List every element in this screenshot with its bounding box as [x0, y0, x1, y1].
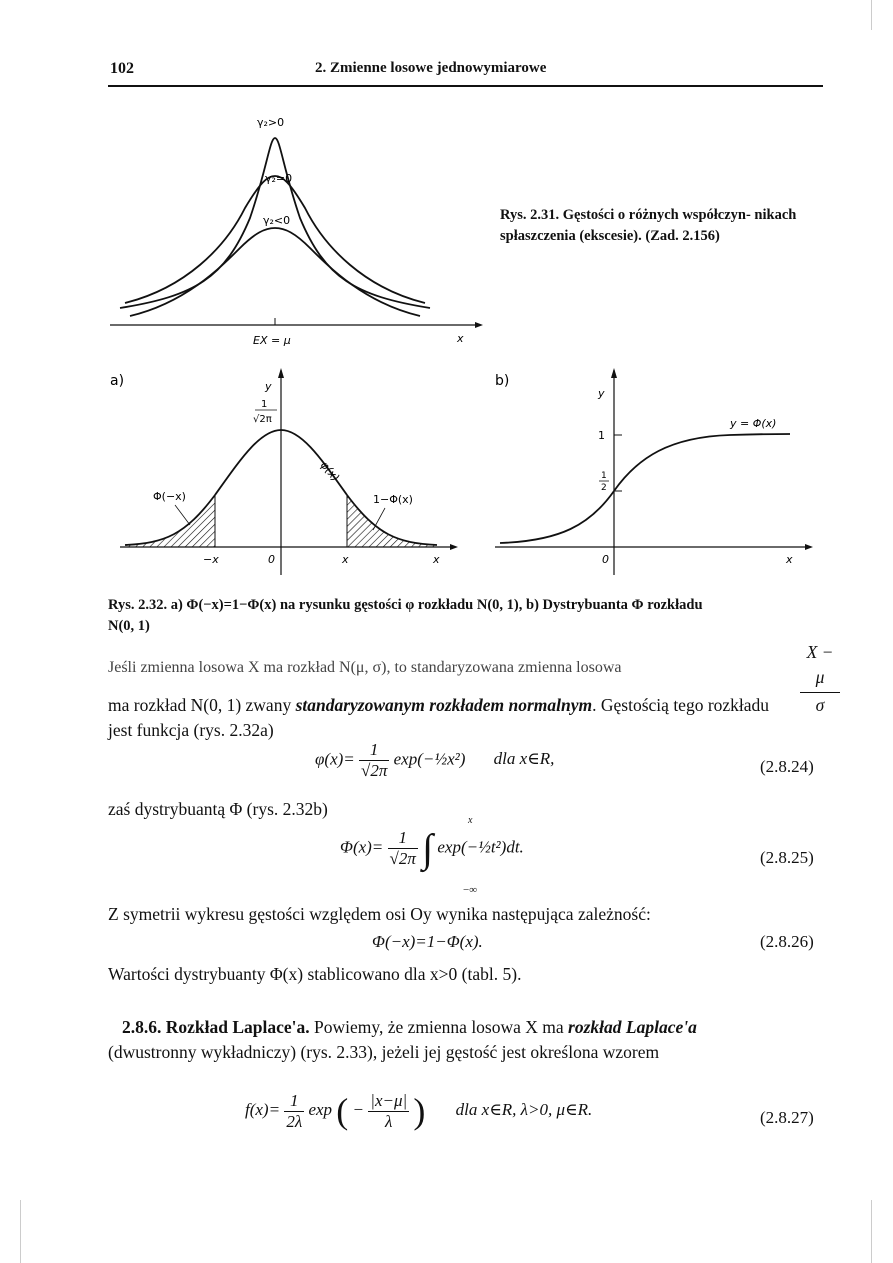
p2-text-a: ma rozkład N(0, 1) zwany — [108, 695, 296, 715]
p2-emphasis: standaryzowanym rozkładem normalnym — [295, 695, 593, 715]
eq27-inner-den: λ — [385, 1111, 393, 1131]
eq24-den: √2π — [361, 761, 388, 780]
figure-2-31 — [105, 108, 495, 353]
eq24-frac — [359, 740, 389, 781]
paragraph-3: jest funkcja (rys. 2.32a) — [108, 720, 274, 740]
paragraph-5: Z symetrii wykresu gęstości względem osi Oy wynika następująca zależność: — [108, 904, 651, 924]
x-axis-arrow — [475, 322, 483, 328]
figure-2-32a — [105, 365, 465, 585]
frac-den: σ — [800, 692, 840, 718]
tick-neg-x: −x — [203, 553, 219, 566]
peak-den: √2π — [253, 414, 272, 425]
caption-2-32-line2: N(0, 1) — [108, 618, 150, 634]
figure-2-32b — [490, 365, 820, 585]
eq25-lhs: Φ(x)= — [340, 837, 384, 857]
eq27-condition: dla x∈R, λ>0, μ∈R. — [455, 1099, 593, 1119]
eq24-rhs: exp(−½x²) — [393, 749, 466, 769]
eq27-exp: exp — [308, 1099, 333, 1119]
tick-zero: 0 — [268, 553, 275, 566]
eq27-num: 1 — [284, 1091, 304, 1112]
cdf-curve — [500, 434, 790, 543]
eq25-rhs: exp(−½t²)dt. — [437, 837, 524, 857]
label-phi-neg-x: Φ(−x) — [153, 490, 186, 503]
axis-x-label: x — [786, 553, 793, 566]
label-gamma-zero: γ₂=0 — [265, 172, 293, 185]
panel-a-tag: a) — [110, 373, 125, 389]
integral-sign: ∫ — [422, 825, 434, 871]
equation-2-8-27 — [245, 1090, 592, 1132]
eq25-num: 1 — [388, 828, 418, 849]
label-mean: EX = μ — [253, 334, 291, 347]
y-label: y — [265, 380, 272, 393]
paren-left: ( — [336, 1091, 349, 1131]
header-rule — [108, 85, 823, 87]
caption-2-32-line1: Rys. 2.32. a) Φ(−x)=1−Φ(x) na rysunku gęstości φ rozkładu N(0, 1), b) Dystrybuanta Φ rozkładu — [108, 597, 703, 613]
paragraph-2 — [108, 693, 828, 718]
label-one-minus-phi: 1−Φ(x) — [373, 493, 413, 506]
half-den: 2 — [601, 483, 607, 493]
section-title: Rozkład Laplace'a. — [165, 1017, 310, 1037]
eq27-frac — [284, 1091, 304, 1132]
running-title: 2. Zmienne losowe jednowymiarowe — [315, 60, 547, 76]
label-one: 1 — [598, 429, 605, 442]
eq27-inner-num: |x−μ| — [370, 1090, 408, 1110]
equation-2-8-26: Φ(−x)=1−Φ(x). — [372, 932, 483, 951]
label-phi-curve: φ(x) — [317, 458, 343, 485]
scan-edge-right-bottom — [871, 1200, 872, 1263]
section-number: 2.8.6. — [122, 1017, 162, 1037]
eq27-inner-frac — [368, 1091, 409, 1132]
eq25-lower-limit: −∞ — [463, 884, 478, 896]
label-gamma-neg: γ₂<0 — [263, 214, 291, 227]
paragraph-4: zaś dystrybuantą Φ (rys. 2.32b) — [108, 799, 328, 819]
label-zero: 0 — [602, 553, 609, 566]
scan-edge-left — [20, 1200, 21, 1263]
x-axis-arrow — [450, 544, 458, 550]
eq27-number: (2.8.27) — [760, 1108, 814, 1127]
eq26-number: (2.8.26) — [760, 932, 814, 951]
eq27-den: 2λ — [286, 1111, 303, 1131]
paragraph-8: (dwustronny wykładniczy) (rys. 2.33), jeżeli jej gęstość jest określona wzorem — [108, 1042, 660, 1062]
paragraph-1: Jeśli zmienna losowa X ma rozkład N(μ, σ), to standaryzowana zmienna losowa — [108, 659, 622, 676]
paragraph-6: Wartości dystrybuanty Φ(x) stablicowano dla x>0 (tabl. 5). — [108, 964, 522, 984]
eq25-den: √2π — [389, 849, 416, 868]
eq24-lhs: φ(x)= — [315, 749, 355, 769]
half-num: 1 — [601, 471, 607, 481]
y-label: y — [598, 387, 605, 400]
caption-2-31: Rys. 2.31. Gęstości o różnych współczyn- nikach spłaszczenia (ekscesie). (Zad. 2.156) — [500, 207, 797, 244]
equation-2-8-25 — [340, 825, 524, 871]
page-number: 102 — [110, 60, 134, 77]
curve-kurtosis-negative — [130, 228, 420, 316]
eq24-number: (2.8.24) — [760, 757, 814, 776]
eq25-frac — [388, 828, 418, 869]
paren-right: ) — [413, 1091, 426, 1131]
eq27-minus: − — [352, 1099, 365, 1119]
eq24-num: 1 — [359, 740, 389, 761]
eq25-upper-limit: x — [468, 815, 473, 826]
x-axis-arrow — [805, 544, 813, 550]
p2-text-b: . Gęstością tego rozkładu — [592, 695, 770, 715]
p7-emphasis: rozkład Laplace'a — [568, 1017, 697, 1037]
section-2-8-6 — [122, 1015, 832, 1040]
equation-2-8-24 — [315, 740, 554, 781]
peak-num: 1 — [261, 399, 268, 410]
label-x: x — [457, 332, 464, 345]
eq25-number: (2.8.25) — [760, 848, 814, 867]
caption-2-32 — [108, 595, 828, 637]
scan-edge-right-top — [871, 0, 872, 30]
panel-b-tag: b) — [495, 373, 510, 389]
eq27-lhs: f(x)= — [245, 1099, 281, 1119]
eq24-condition: dla x∈R, — [493, 749, 555, 769]
frac-num: X − μ — [806, 642, 834, 687]
y-axis-arrow — [278, 368, 284, 378]
p7-text: Powiemy, że zmienna losowa X ma — [309, 1017, 569, 1037]
axis-x-label: x — [433, 553, 440, 566]
tick-pos-x: x — [342, 553, 349, 566]
curve-kurtosis-zero — [125, 176, 425, 303]
y-axis-arrow — [611, 368, 617, 378]
label-gamma-pos: γ₂>0 — [257, 116, 285, 129]
label-cdf: y = Φ(x) — [730, 417, 777, 430]
